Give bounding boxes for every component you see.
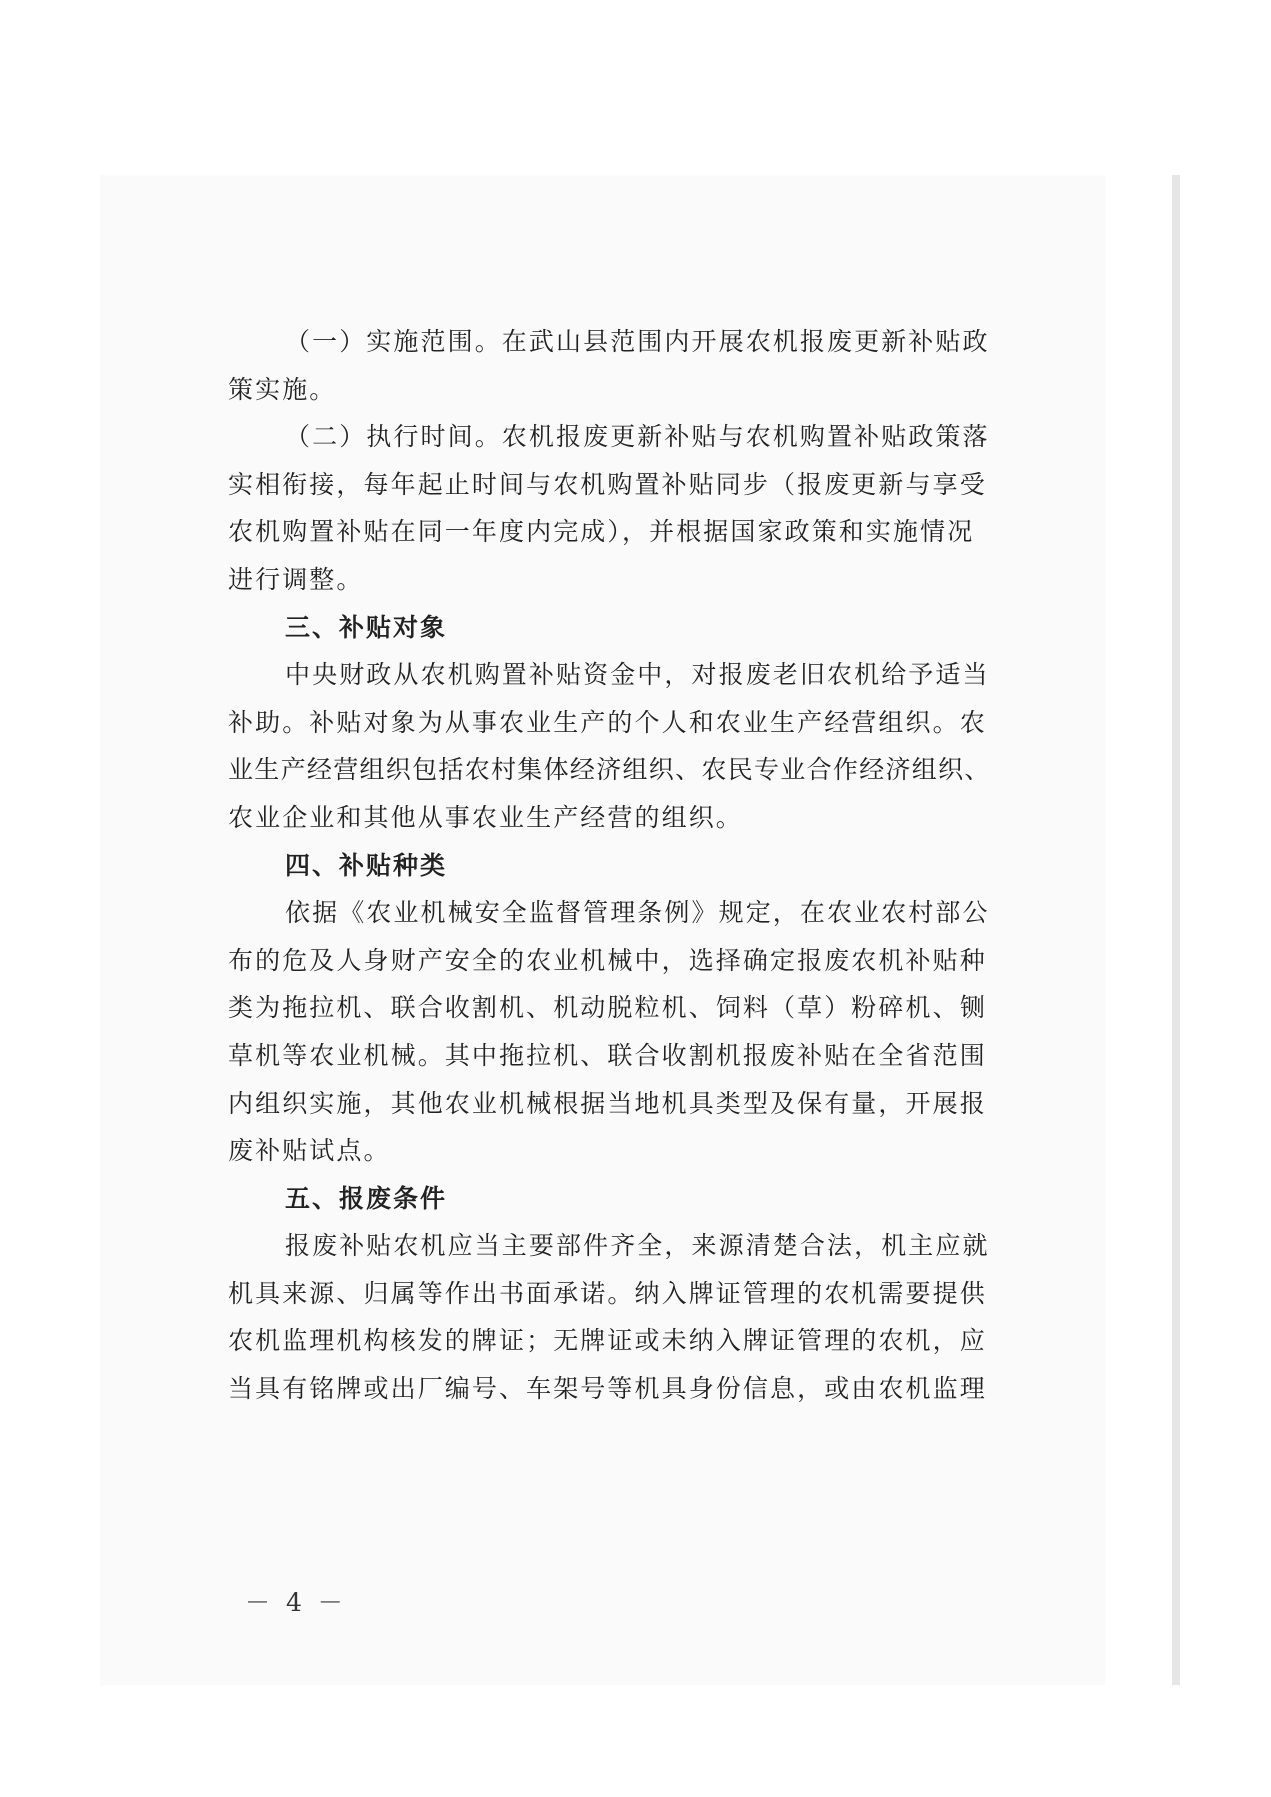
paragraph-line: 废补贴试点。 [228, 1136, 391, 1166]
section-heading: 四、补贴种类 [285, 850, 448, 880]
paragraph-line: 报废补贴农机应当主要部件齐全，来源清楚合法，机主应就 [285, 1231, 990, 1261]
paragraph-line: 农机购置补贴在同一年度内完成），并根据国家政策和实施情况 [228, 517, 975, 547]
paragraph-line: 机具来源、归属等作出书面承诺。纳入牌证管理的农机需要提供 [228, 1278, 987, 1308]
paragraph-line: 当具有铭牌或出厂编号、车架号等机具身份信息，或由农机监理 [228, 1374, 987, 1404]
paragraph-line: 农业企业和其他从事农业生产经营的组织。 [228, 802, 743, 832]
scan-edge [1172, 175, 1180, 1685]
page-number: － 4 － [245, 1588, 347, 1617]
paragraph-line: （一）实施范围。在武山县范围内开展农机报废更新补贴政 [285, 327, 990, 356]
paragraph-line: 类为拖拉机、联合收割机、机动脱粒机、饲料（草）粉碎机、铡 [228, 993, 987, 1023]
paragraph-line: 布的危及人身财产安全的农业机械中，选择确定报废农机补贴种 [228, 945, 987, 975]
paragraph-line: 草机等农业机械。其中拖拉机、联合收割机报废补贴在全省范围 [228, 1040, 987, 1070]
paragraph-line: 补助。补贴对象为从事农业生产的个人和农业生产经营组织。农 [228, 707, 987, 737]
paragraph-line: 策实施。 [228, 374, 337, 404]
paragraph-line: 实相衔接，每年起止时间与农机购置补贴同步（报废更新与享受 [228, 469, 987, 499]
paragraph-line: 农机监理机构核发的牌证；无牌证或未纳入牌证管理的农机，应 [228, 1326, 987, 1356]
section-heading: 三、补贴对象 [285, 612, 448, 642]
paragraph-line: 进行调整。 [228, 564, 364, 594]
paragraph-line: （二）执行时间。农机报废更新补贴与农机购置补贴政策落 [285, 422, 990, 452]
document-body [228, 318, 1048, 1413]
section-heading: 五、报废条件 [285, 1183, 448, 1213]
paragraph-line: 依据《农业机械安全监督管理条例》规定，在农业农村部公 [285, 898, 990, 928]
paragraph-line: 中央财政从农机购置补贴资金中，对报废老旧农机给予适当 [285, 660, 990, 690]
paragraph-line: 内组织实施，其他农业机械根据当地机具类型及保有量，开展报 [228, 1088, 987, 1118]
paragraph-line: 业生产经营组织包括农村集体经济组织、农民专业合作经济组织、 [228, 755, 991, 785]
